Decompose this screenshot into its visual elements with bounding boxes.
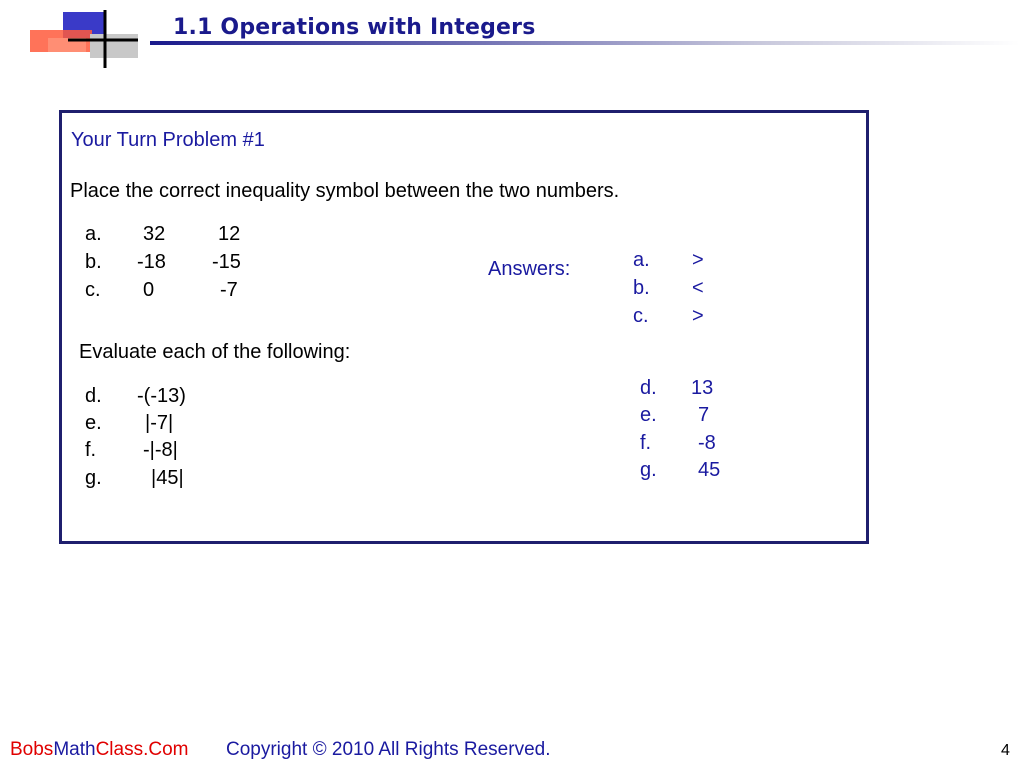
title-underline bbox=[150, 41, 1020, 45]
answer-value: -8 bbox=[698, 432, 716, 454]
brand-part: Class.Com bbox=[95, 739, 189, 760]
problem-letter: a. bbox=[85, 223, 102, 245]
answers-label: Answers: bbox=[488, 258, 571, 280]
problem-letter: f. bbox=[85, 439, 97, 461]
answer-letter: d. bbox=[640, 377, 657, 399]
answer-letter: a. bbox=[633, 249, 650, 271]
page-number: 4 bbox=[1001, 742, 1010, 759]
problem-letter: g. bbox=[85, 467, 102, 489]
page-title: 1.1 Operations with Integers bbox=[173, 15, 536, 40]
answer-letter: c. bbox=[633, 305, 649, 327]
answer-value: < bbox=[692, 277, 704, 299]
answer-value: > bbox=[692, 305, 704, 327]
answer-letter: b. bbox=[633, 277, 650, 299]
problem-letter: e. bbox=[85, 412, 102, 434]
problem-right-value: -15 bbox=[212, 251, 241, 273]
brand-part: Bobs bbox=[10, 739, 54, 760]
problem-right-value: -7 bbox=[220, 279, 238, 301]
answer-value: 45 bbox=[698, 459, 721, 481]
answer-value: > bbox=[692, 249, 704, 271]
instruction-text: Place the correct inequality symbol between the two numbers. bbox=[70, 180, 620, 202]
brand-part: Math bbox=[53, 739, 96, 760]
problem-heading: Your Turn Problem #1 bbox=[71, 129, 265, 151]
evaluate-instruction: Evaluate each of the following: bbox=[79, 341, 351, 363]
answer-letter: g. bbox=[640, 459, 657, 481]
problem-expression: |45| bbox=[151, 467, 184, 489]
problem-left-value: 0 bbox=[143, 279, 155, 301]
problem-left-value: 32 bbox=[143, 223, 166, 245]
problem-expression: -|-8| bbox=[143, 439, 178, 461]
answer-value: 7 bbox=[698, 404, 710, 426]
problem-letter: d. bbox=[85, 385, 102, 407]
answer-letter: e. bbox=[640, 404, 657, 426]
problem-letter: b. bbox=[85, 251, 102, 273]
footer-copyright: Copyright © 2010 All Rights Reserved. bbox=[226, 739, 551, 760]
footer-brand bbox=[10, 739, 188, 761]
problem-left-value: -18 bbox=[137, 251, 166, 273]
problem-right-value: 12 bbox=[218, 223, 241, 245]
answer-letter: f. bbox=[640, 432, 652, 454]
answer-value: 13 bbox=[691, 377, 714, 399]
problem-expression: -(-13) bbox=[137, 385, 186, 407]
problem-letter: c. bbox=[85, 279, 101, 301]
slide-logo bbox=[30, 10, 140, 70]
problem-expression: |-7| bbox=[145, 412, 174, 434]
